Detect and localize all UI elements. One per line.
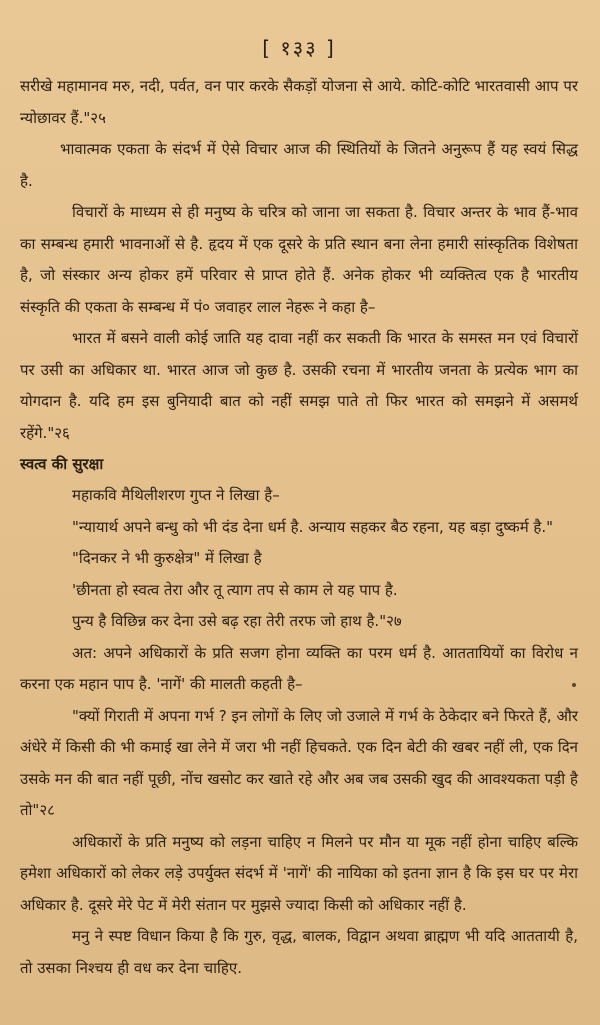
quote-gupt: "न्यायार्थ अपने बन्धु को भी दंड देना धर्म है. अन्याय सहकर बैठ रहना, यह बड़ा दुष्कर्म है.": [72, 517, 554, 536]
paragraph-2: भावात्मक एकता के संदर्भ में ऐसे विचार आज की स्थितियों के जितने अनुरूप हैं यह स्वयं सिद्ध है.: [20, 140, 578, 190]
paragraph-3: विचारों के माध्यम से ही मनुष्य के चरित्र को जाना जा सकता है. विचार अन्तर के भाव हैं-भाव का सम्बन्ध हमारी भावनाओं से है. हृदय में एक दूसरे के प्रति स्थान बना लेना हमारी सांस्कृतिक विशेषता है, जो संस्कार अन्य होकर हमें परिवार से प्राप्त होते हैं. अनेक होकर भी व्यक्तित्व एक है भारतीय संस्कृति की एकता के सम्बन्ध में पं० जवाहर लाल नेहरू ने कहा है–: [20, 203, 578, 316]
paragraph-12: अधिकारों के प्रति मनुष्य को लड़ना चाहिए न मिलने पर मौन या मूक नहीं होना चाहिए बल्कि हमेशा अधिकारों को लेकर लड़े उपर्युक्त संदर्भ में 'नागें' की नायिका को इतना ज्ञान है कि इस घर पर मेरा अधिकार है. दूसरे मेरे पेट में मेरी संतान पर मुझसे ज्यादा किसी को अधिकार नहीं है.: [20, 832, 578, 914]
quote-line-2: पुन्य है विछिन्न कर देना उसे बढ़ रहा तेरी तरफ जो हाथ है."२७: [72, 612, 402, 630]
paragraph-1: सरीखे महामानव मरु, नदी, पर्वत, वन पार करके सैकड़ों योजना से आये. कोटि-कोटि भारतवासी आप पर न्योछावर हैं."२५: [20, 77, 578, 127]
section-heading: स्वत्व की सुरक्षा: [20, 455, 104, 473]
paragraph-13: मनु ने स्पष्ट विधान किया है कि गुरु, वृद्ध, बालक, विद्वान अथवा ब्राह्मण भी यदि आततायी है, तो उसका निश्चय ही वध कर देना चाहिए.: [20, 927, 578, 977]
paragraph-10: अत: अपने अधिकारों के प्रति सजग होना व्यक्ति का परम धर्म है. आततायियों का विरोध न करना एक महान पाप है. 'नागें' की मालती कहती है–: [20, 643, 578, 693]
quote-line-1: 'छीनता हो स्वत्व तेरा और तू त्याग तप से काम ले यह पाप है.: [72, 580, 398, 599]
paper-speck: [572, 683, 576, 687]
paragraph-4: भारत में बसने वाली कोई जाति यह दावा नहीं कर सकती कि भारत के समस्त मन एवं विचारों पर उसी का अधिकार था. भारत आज जो कुछ है. उसकी रचना में भारतीय जनता के प्रत्येक भाग का योगदान है. यदि हम इस बुनियादी बात को नहीं समझ पाते तो फिर भारत को समझने में असमर्थ रहेंगे."२६: [20, 329, 578, 442]
quote-malti: "क्यों गिराती में अपना गर्भ ? इन लोगों के लिए जो उजाले में गर्भ के ठेकेदार बने फिरते हैं, और अंधेरे में किसी की भी कमाई खा लेने में जरा भी नहीं हिचकते. एक दिन बेटी की खबर नहीं ली, एक दिन उसके मन की बात नहीं पूछी, नोंच खसोट कर खाते रहे और अब जब उसकी खुद की आवश्यकता पड़ी है तो"२८: [20, 706, 578, 819]
page-number: [ १३३ ]: [262, 36, 336, 60]
paragraph-7: "दिनकर ने भी कुरुक्षेत्र" में लिखा है: [72, 549, 262, 567]
paragraph-5: महाकवि मैथिलीशरण गुप्त ने लिखा है–: [72, 486, 280, 504]
